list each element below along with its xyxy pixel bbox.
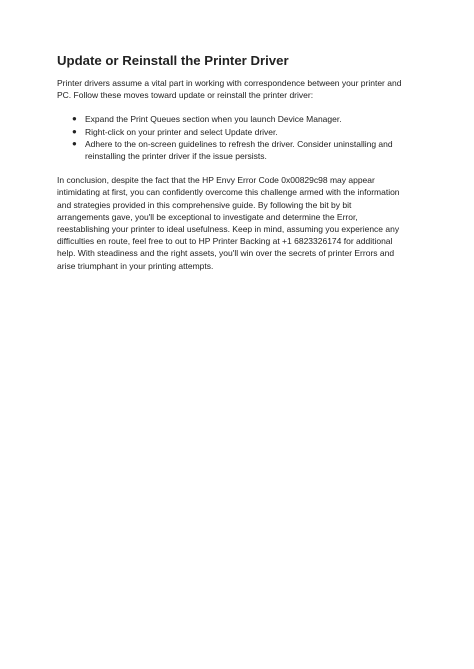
list-item [57, 138, 418, 162]
list-item [57, 113, 418, 125]
conclusion-line: difficulties en route, feel free to out to HP Printer Backing at +1 6823326174 for additional [57, 236, 393, 247]
list-item [57, 126, 418, 138]
intro-paragraph [57, 77, 418, 101]
conclusion-paragraph [57, 174, 418, 272]
bullet-icon: ● [72, 114, 77, 124]
conclusion-line: reestablishing your printer to ideal usefulness. Keep in mind, assuming you experience any [57, 224, 400, 235]
list-item-text: reinstalling the printer driver if the issue persists. [85, 151, 267, 162]
list-item-text: Right-click on your printer and select Update driver. [85, 126, 278, 137]
list-item-text: Expand the Print Queues section when you launch Device Manager. [85, 114, 342, 125]
conclusion-line: In conclusion, despite the fact that the HP Envy Error Code 0x00829c98 may appear [57, 175, 375, 186]
conclusion-line: intimidating at first, you can confidently overcome this challenge armed with the information [57, 187, 400, 198]
conclusion-line: arrangements gave, you'll be exceptional to investigate and determine the Error, [57, 211, 358, 222]
intro-line: Printer drivers assume a vital part in working with correspondence between your printer and [57, 78, 402, 88]
steps-list [57, 113, 418, 162]
conclusion-line: arise triumphant in your printing attempts. [57, 260, 214, 271]
conclusion-line: help. With steadiness and the right assets, you'll win over the secrets of printer Errors and [57, 248, 395, 259]
bullet-icon: ● [72, 138, 77, 148]
conclusion-line: and strategies provided in this comprehensive guide. By following the bit by bit [57, 199, 352, 210]
intro-line: PC. Follow these moves toward update or reinstall the printer driver: [57, 90, 314, 101]
section-heading: Update or Reinstall the Printer Driver [57, 53, 289, 68]
bullet-icon: ● [72, 126, 77, 136]
list-item-text: Adhere to the on-screen guidelines to refresh the driver. Consider uninstalling and [85, 138, 393, 149]
